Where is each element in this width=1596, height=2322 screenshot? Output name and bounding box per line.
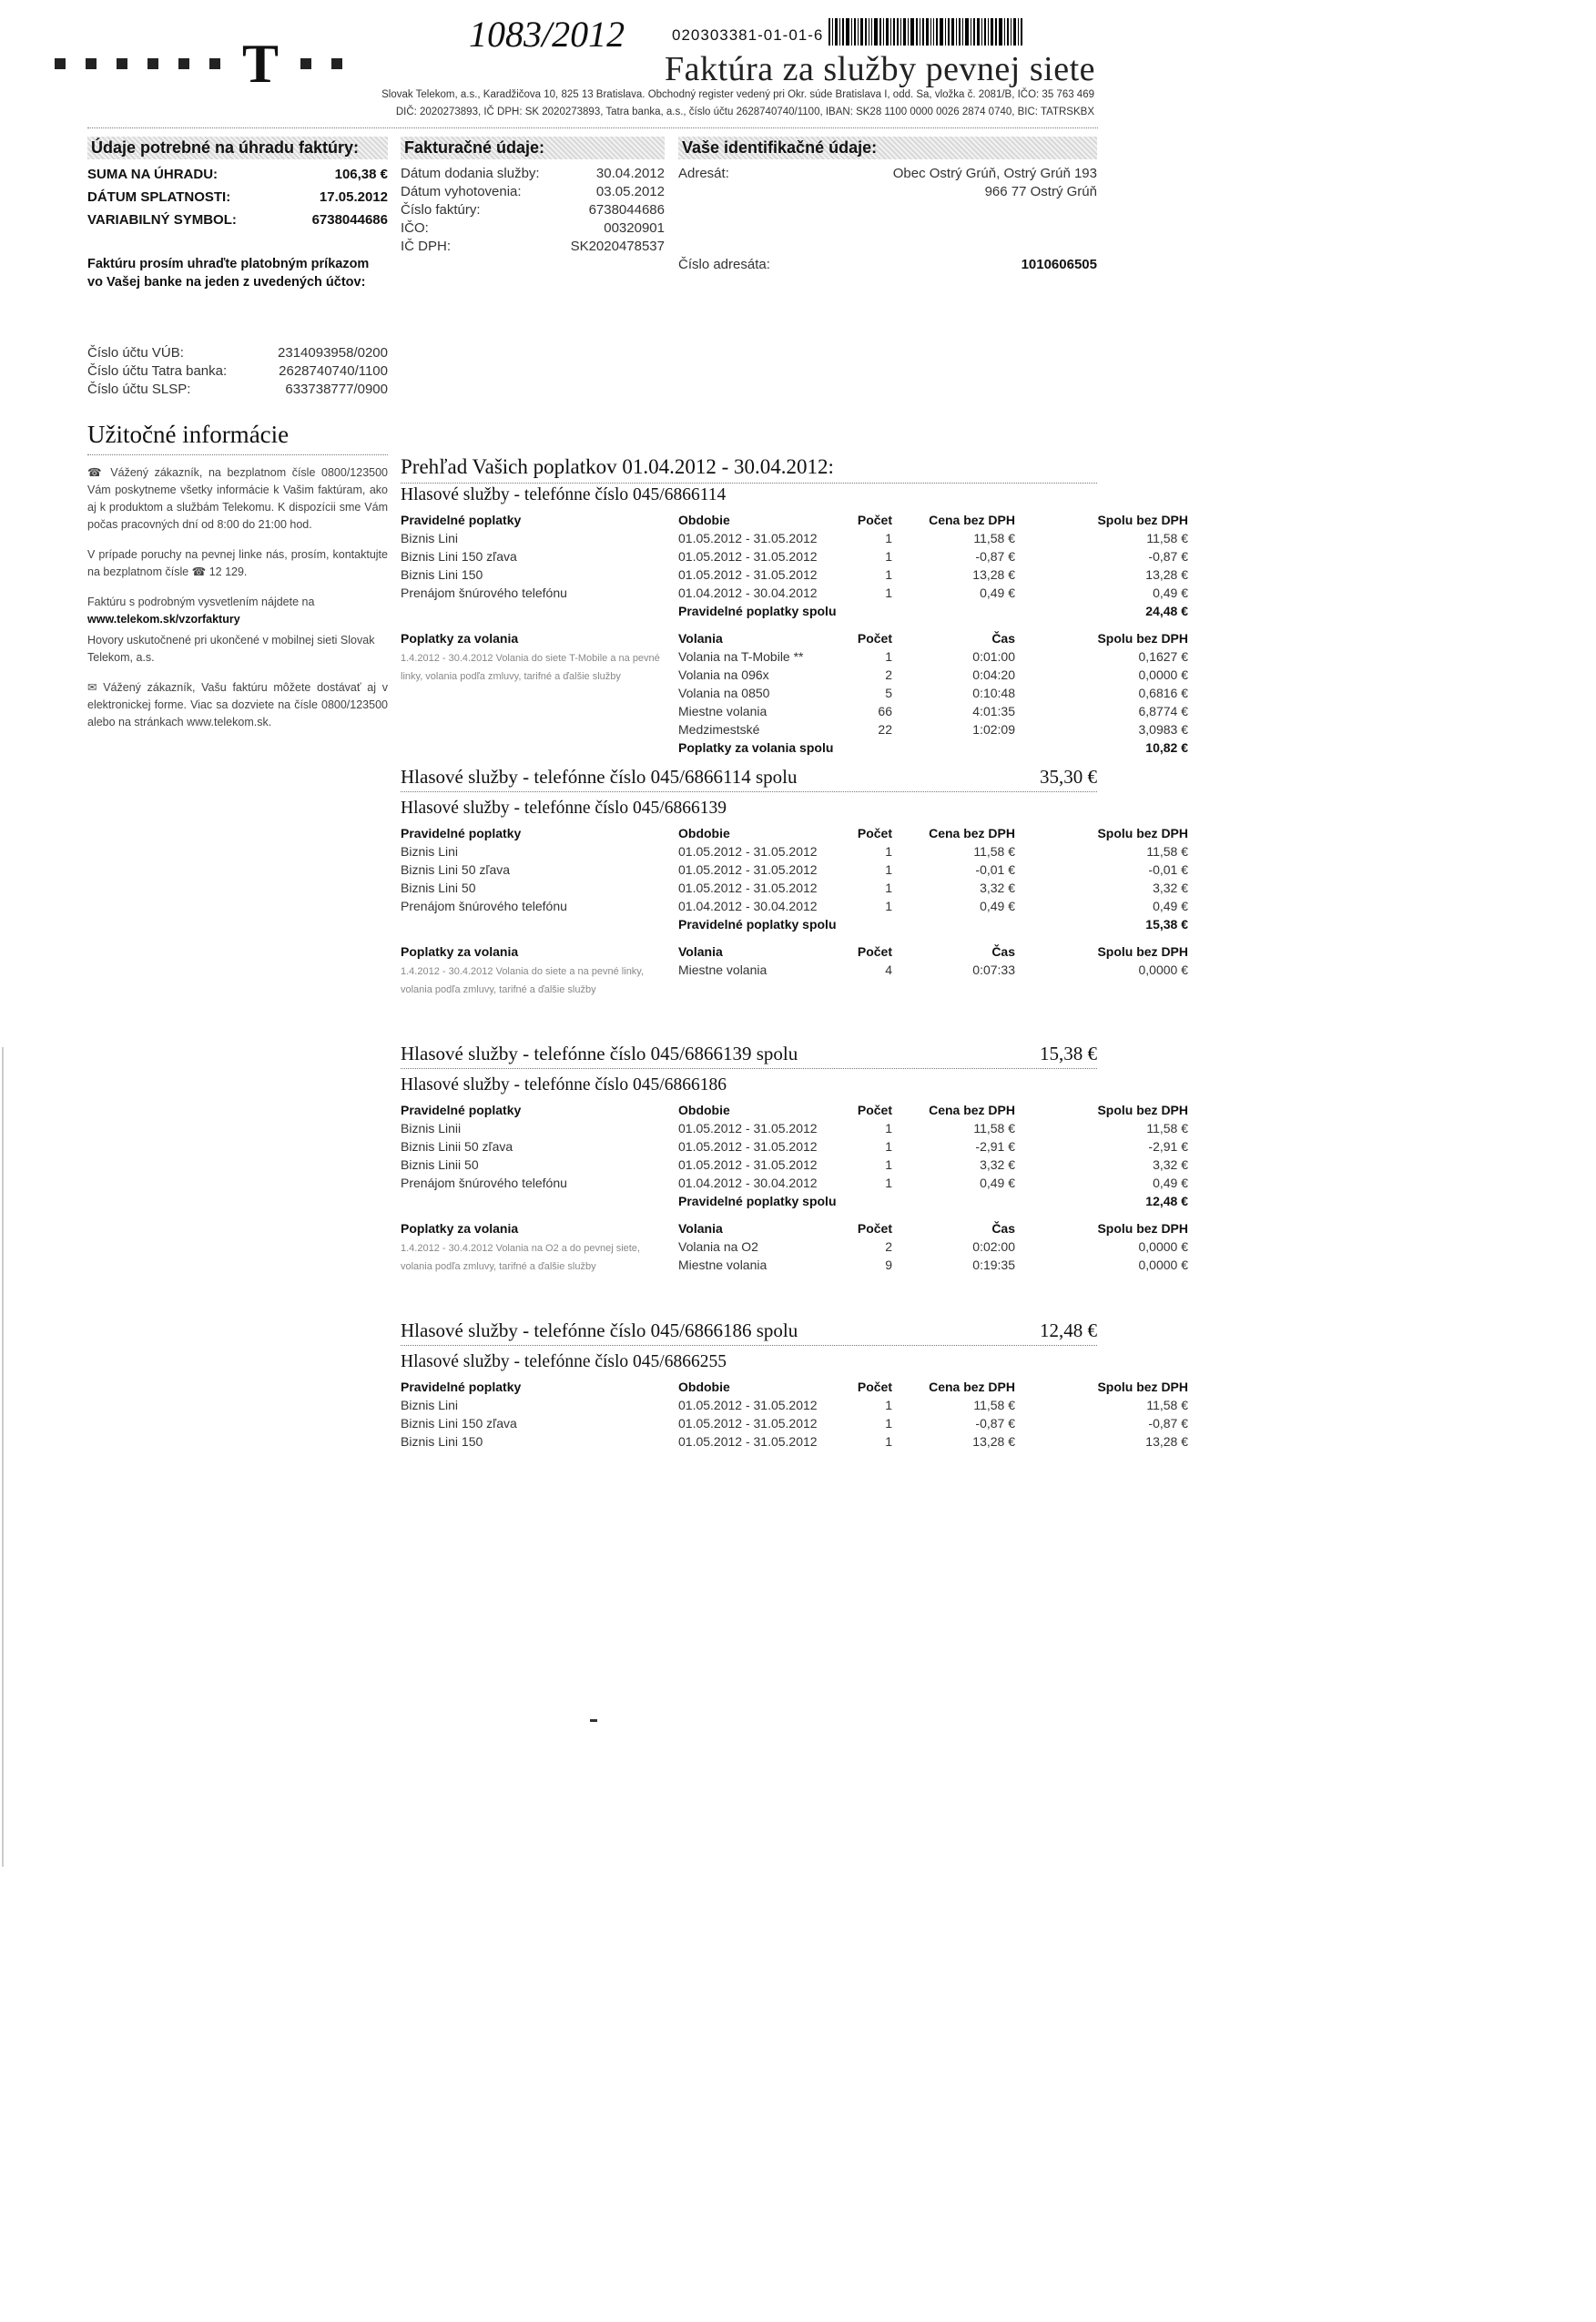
regular-row-cell: Biznis Linii 50 — [401, 1157, 479, 1172]
regular-row-cell: 1 — [885, 1139, 892, 1154]
regular-total-row-cell: Pravidelné poplatky spolu — [678, 604, 837, 618]
regular-row — [401, 844, 1188, 862]
regular-row-cell: 01.05.2012 - 31.05.2012 — [678, 1157, 818, 1172]
sum-label: SUMA NA ÚHRADU: — [87, 167, 219, 182]
regular-row-cell: 13,28 € — [972, 567, 1015, 582]
regular-row-cell: -0,87 € — [975, 1416, 1015, 1431]
regular-row-cell: 11,58 € — [1146, 1398, 1188, 1412]
regular-row-cell: -2,91 € — [975, 1139, 1015, 1154]
calls-header — [401, 1221, 1188, 1239]
regular-row-cell: 11,58 € — [1146, 844, 1188, 859]
regular-row-cell: 0,49 € — [980, 586, 1015, 600]
vs-value: 6738044686 — [311, 212, 388, 228]
vs-label: VARIABILNÝ SYMBOL: — [87, 212, 237, 228]
calls-row — [401, 667, 1188, 686]
regular-header — [401, 826, 1188, 844]
invoice-row — [401, 219, 665, 238]
regular-row-cell: 01.05.2012 - 31.05.2012 — [678, 1139, 818, 1154]
info-divider — [87, 454, 388, 455]
phone-total-value: 15,38 € — [1040, 1043, 1097, 1064]
regular-header-cell: Pravidelné poplatky — [401, 1103, 522, 1117]
regular-row-cell: -0,87 € — [1148, 1416, 1188, 1431]
calls-header — [401, 944, 1188, 962]
regular-row-cell: 01.05.2012 - 31.05.2012 — [678, 1416, 818, 1431]
regular-row — [401, 531, 1188, 549]
bank-accounts — [87, 344, 388, 399]
calls-row-cell: 1:02:09 — [972, 722, 1015, 737]
calls-row-cell: 0,1627 € — [1138, 649, 1188, 664]
phone-total-label: Hlasové služby - telefónne číslo 045/6866139 spolu — [401, 1043, 798, 1064]
regular-row-cell: 1 — [885, 1398, 892, 1412]
calls-row-cell: 0:19:35 — [972, 1258, 1015, 1272]
regular-row-cell: 11,58 € — [973, 1121, 1015, 1136]
identification-body — [678, 165, 1097, 274]
regular-row-cell: -0,87 € — [975, 549, 1015, 564]
invoice-row-label: Dátum dodania služby: — [401, 166, 540, 181]
regular-header-cell: Obdobie — [678, 1103, 730, 1117]
handwritten-note: 1083/2012 — [469, 14, 625, 55]
regular-row-cell: 1 — [885, 1157, 892, 1172]
regular-row-cell: Biznis Lini 150 — [401, 1434, 483, 1449]
calls-header-cell: Volania — [678, 944, 723, 959]
regular-row-cell: 01.05.2012 - 31.05.2012 — [678, 549, 818, 564]
calls-row-cell: Volania na T-Mobile ** — [678, 649, 804, 664]
regular-row-cell: 3,32 € — [1153, 881, 1188, 895]
regular-row — [401, 881, 1188, 899]
calls-row-cell: 0,0000 € — [1138, 962, 1188, 977]
regular-header-cell: Počet — [857, 1103, 892, 1117]
regular-row — [401, 862, 1188, 881]
payment-instruction: Faktúru prosím uhraďte platobným príkazom vo Vašej banke na jeden z uvedených účtov: — [87, 257, 370, 290]
due-value: 17.05.2012 — [319, 189, 388, 205]
scan-edge — [2, 1047, 4, 1867]
regular-row-cell: 1 — [885, 1121, 892, 1136]
invoice-row-value: SK2020478537 — [570, 239, 665, 254]
calls-row-cell: 22 — [878, 722, 892, 737]
info-link[interactable]: www.telekom.sk/vzorfaktury — [87, 613, 240, 626]
regular-row-cell: 1 — [885, 1176, 892, 1190]
calls-row-cell: 0,0000 € — [1138, 667, 1188, 682]
calls-header-cell: Poplatky za volania — [401, 944, 519, 959]
invoice-row — [401, 238, 665, 256]
regular-row-cell: Prenájom šnúrového telefónu — [401, 899, 567, 913]
regular-header-cell: Obdobie — [678, 1380, 730, 1394]
info-section — [87, 421, 388, 731]
calls-row-cell: 6,8774 € — [1138, 704, 1188, 718]
header-divider — [87, 127, 1098, 128]
regular-total-row-cell: 24,48 € — [1145, 604, 1188, 618]
calls-total-row-cell: 10,82 € — [1145, 740, 1188, 755]
regular-row-cell: Biznis Linii 50 zľava — [401, 1139, 513, 1154]
calls-row-cell: 3,0983 € — [1138, 722, 1188, 737]
phone-total-value: 12,48 € — [1040, 1319, 1097, 1341]
calls-row-cell: Volania na O2 — [678, 1239, 758, 1254]
invoice-row — [401, 183, 665, 201]
regular-row-cell: 01.05.2012 - 31.05.2012 — [678, 1398, 818, 1412]
phone-section-title: Hlasové služby - telefónne číslo 045/6866255 — [401, 1352, 727, 1371]
calls-header-cell: Poplatky za volania — [401, 1221, 519, 1236]
regular-header-cell: Počet — [857, 513, 892, 527]
regular-row-cell: Biznis Lini 50 zľava — [401, 862, 511, 877]
regular-row-cell: Biznis Lini — [401, 531, 459, 545]
regular-row-cell: 3,32 € — [1153, 1157, 1188, 1172]
regular-header-cell: Spolu bez DPH — [1097, 513, 1188, 527]
calls-row-cell: 5 — [885, 686, 892, 700]
phone-total-value: 35,30 € — [1040, 766, 1097, 788]
regular-header — [401, 1103, 1188, 1121]
regular-row-cell: Biznis Lini — [401, 844, 459, 859]
invoice-row-label: IČO: — [401, 220, 429, 236]
invoice-row-value: 30.04.2012 — [595, 166, 665, 181]
sum-row — [87, 167, 388, 182]
regular-row-cell: 1 — [885, 531, 892, 545]
phone-section-title: Hlasové služby - telefónne číslo 045/6866114 — [401, 485, 727, 504]
invoice-row-value: 6738044686 — [588, 202, 665, 218]
info-paragraph-5: ✉ Vážený zákazník, Vašu faktúru môžete dostávať aj v elektronickej forme. Viac sa dozviete na čísle 0800/123500 alebo na stránkach www.telekom.sk. — [87, 681, 388, 728]
calls-row-cell: 66 — [878, 704, 892, 718]
regular-header-cell: Pravidelné poplatky — [401, 1380, 522, 1394]
regular-row-cell: 01.05.2012 - 31.05.2012 — [678, 844, 818, 859]
barcode-number: 020303381-01-01-6 — [672, 26, 824, 44]
calls-note: 1.4.2012 - 30.4.2012 Volania na O2 a do pevnej siete, volania podľa zmluvy, tarifné a ďalšie služby — [401, 1243, 640, 1272]
regular-row-cell: -0,87 € — [1148, 549, 1188, 564]
calls-row — [401, 1258, 1188, 1276]
calls-row — [401, 962, 1188, 981]
regular-header-cell: Spolu bez DPH — [1097, 826, 1188, 840]
calls-row-cell: 0,0000 € — [1138, 1258, 1188, 1272]
regular-row-cell: 11,58 € — [1146, 1121, 1188, 1136]
regular-header-cell: Pravidelné poplatky — [401, 513, 522, 527]
info-paragraph-4: Hovory uskutočnené pri ukončené v mobilnej sieti Slovak Telekom, a.s. — [87, 634, 375, 664]
vs-row — [87, 212, 388, 228]
regular-header-cell: Počet — [857, 826, 892, 840]
regular-row-cell: 01.05.2012 - 31.05.2012 — [678, 1434, 818, 1449]
regular-row-cell: 13,28 € — [1145, 1434, 1188, 1449]
calls-row-cell: 0:01:00 — [972, 649, 1015, 664]
calls-row — [401, 722, 1188, 740]
phone-total-row — [401, 766, 1097, 789]
calls-row — [401, 686, 1188, 704]
regular-row-cell: 1 — [885, 586, 892, 600]
regular-row — [401, 1434, 1188, 1452]
invoice-row — [401, 165, 665, 183]
regular-row-cell: Biznis Lini 150 zľava — [401, 1416, 517, 1431]
regular-header-cell: Počet — [857, 1380, 892, 1394]
regular-row-cell: 0,49 € — [980, 899, 1015, 913]
calls-header-cell: Volania — [678, 631, 723, 646]
calls-row-cell: 9 — [885, 1258, 892, 1272]
calls-header-cell: Spolu bez DPH — [1097, 944, 1188, 959]
regular-row-cell: 3,32 € — [980, 1157, 1015, 1172]
regular-header-cell: Cena bez DPH — [929, 1103, 1015, 1117]
regular-header-cell: Pravidelné poplatky — [401, 826, 522, 840]
calls-row-cell: 0:07:33 — [972, 962, 1015, 977]
regular-row-cell: Biznis Lini 50 — [401, 881, 476, 895]
calls-header-cell: Počet — [857, 631, 892, 646]
regular-total-row — [401, 604, 1188, 622]
regular-header — [401, 1380, 1188, 1398]
calls-row-cell: 4:01:35 — [972, 704, 1015, 718]
regular-header-cell: Cena bez DPH — [929, 826, 1015, 840]
regular-row-cell: Prenájom šnúrového telefónu — [401, 586, 567, 600]
regular-row-cell: 1 — [885, 881, 892, 895]
calls-row-cell: 1 — [885, 649, 892, 664]
regular-row — [401, 1176, 1188, 1194]
barcode — [828, 18, 1098, 46]
invoice-rows — [401, 165, 665, 256]
regular-header-cell: Obdobie — [678, 513, 730, 527]
regular-row — [401, 1139, 1188, 1157]
invoice-row-label: Číslo faktúry: — [401, 202, 481, 218]
document-title: Faktúra za služby pevnej siete — [665, 50, 1095, 88]
regular-row-cell: Prenájom šnúrového telefónu — [401, 1176, 567, 1190]
regular-header — [401, 513, 1188, 531]
calls-row — [401, 704, 1188, 722]
regular-row-cell: -0,01 € — [1148, 862, 1188, 877]
regular-row-cell: 1 — [885, 567, 892, 582]
info-paragraph-1: ☎ Vážený zákazník, na bezplatnom čísle 0800/123500 Vám poskytneme všetky informácie k Vašim faktúram, ako aj k produktom a službám Telekomu. K dispozícii sme Vám počas pracovných dní od 8:00 do 21:00 hod. — [87, 466, 388, 531]
addressee-number: 1010606505 — [1021, 257, 1097, 272]
regular-row-cell: 1 — [885, 1434, 892, 1449]
info-heading: Užitočné informácie — [87, 421, 290, 448]
calls-row-cell: Volania na 0850 — [678, 686, 770, 700]
regular-row-cell: 1 — [885, 844, 892, 859]
regular-row — [401, 549, 1188, 567]
regular-total-row-cell: 12,48 € — [1145, 1194, 1188, 1208]
overview-title: Prehľad Vašich poplatkov 01.04.2012 - 30.04.2012: — [401, 455, 834, 478]
calls-row-cell: 0,6816 € — [1138, 686, 1188, 700]
calls-row-cell: 0:10:48 — [972, 686, 1015, 700]
calls-header-cell: Spolu bez DPH — [1097, 1221, 1188, 1236]
phone-section-title: Hlasové služby - telefónne číslo 045/6866186 — [401, 1075, 727, 1095]
calls-header-cell: Počet — [857, 1221, 892, 1236]
addressee-line-2: 966 77 Ostrý Grúň — [984, 184, 1097, 199]
info-paragraph-2: V prípade poruchy na pevnej linke nás, prosím, kontaktujte na bezplatnom čísle ☎ 12 129. — [87, 548, 388, 578]
regular-total-row-cell: 15,38 € — [1145, 917, 1188, 932]
regular-header-cell: Obdobie — [678, 826, 730, 840]
regular-row-cell: 01.04.2012 - 30.04.2012 — [678, 899, 818, 913]
invoice-row-label: IČ DPH: — [401, 239, 452, 254]
invoice-row-label: Dátum vyhotovenia: — [401, 184, 522, 199]
info-paragraph-3: Faktúru s podrobným vysvetlením nájdete na — [87, 596, 315, 608]
regular-row-cell: 1 — [885, 1416, 892, 1431]
addressee-label: Adresát: — [678, 166, 729, 181]
regular-row-cell: 0,49 € — [1153, 899, 1188, 913]
company-info-line-1: Slovak Telekom, a.s., Karadžičova 10, 825 13 Bratislava. Obchodný register vedený pri Okr. súde Bratislava I, odd. Sa, vložka č. 2081/B, IČO: 35 763 469 — [381, 89, 1094, 100]
regular-row — [401, 567, 1188, 586]
invoice-row — [401, 201, 665, 219]
calls-header-cell: Čas — [991, 631, 1015, 646]
regular-header-cell: Spolu bez DPH — [1097, 1103, 1188, 1117]
regular-row-cell: Biznis Lini — [401, 1398, 459, 1412]
regular-row-cell: 01.04.2012 - 30.04.2012 — [678, 1176, 818, 1190]
calls-header — [401, 631, 1188, 649]
calls-header-cell: Spolu bez DPH — [1097, 631, 1188, 646]
calls-row-cell: Miestne volania — [678, 704, 768, 718]
calls-row-cell: Miestne volania — [678, 1258, 768, 1272]
calls-header-cell: Počet — [857, 944, 892, 959]
calls-row-cell: 0:02:00 — [972, 1239, 1015, 1254]
regular-row-cell: Biznis Linii — [401, 1121, 462, 1136]
regular-total-row-cell: Pravidelné poplatky spolu — [678, 917, 837, 932]
regular-row-cell: -0,01 € — [975, 862, 1015, 877]
scan-mark — [590, 1719, 597, 1722]
phone-section-title: Hlasové služby - telefónne číslo 045/6866139 — [401, 799, 727, 818]
calls-header-cell: Volania — [678, 1221, 723, 1236]
regular-row-cell: 0,49 € — [1153, 1176, 1188, 1190]
regular-row-cell: 13,28 € — [1145, 567, 1188, 582]
regular-total-row-cell: Pravidelné poplatky spolu — [678, 1194, 837, 1208]
regular-row-cell: 01.05.2012 - 31.05.2012 — [678, 567, 818, 582]
regular-row — [401, 1398, 1188, 1416]
invoice-heading: Fakturačné údaje: — [401, 137, 665, 159]
due-label: DÁTUM SPLATNOSTI: — [87, 189, 231, 205]
regular-row-cell: 01.05.2012 - 31.05.2012 — [678, 1121, 818, 1136]
calls-row-cell: 2 — [885, 1239, 892, 1254]
regular-row-cell: 11,58 € — [1146, 531, 1188, 545]
invoice-row-value: 03.05.2012 — [595, 184, 665, 199]
regular-row — [401, 586, 1188, 604]
identification-section — [678, 137, 1097, 274]
regular-row — [401, 1157, 1188, 1176]
regular-row-cell: 01.04.2012 - 30.04.2012 — [678, 586, 818, 600]
regular-total-row — [401, 1194, 1188, 1212]
regular-header-cell: Cena bez DPH — [929, 513, 1015, 527]
identification-heading: Vaše identifikačné údaje: — [678, 137, 1097, 159]
regular-row-cell: Biznis Lini 150 — [401, 567, 483, 582]
regular-row-cell: 13,28 € — [972, 1434, 1015, 1449]
invoice-section — [401, 137, 665, 256]
regular-row-cell: 01.05.2012 - 31.05.2012 — [678, 862, 818, 877]
calls-total-row-cell: Poplatky za volania spolu — [678, 740, 834, 755]
calls-header-cell: Poplatky za volania — [401, 631, 519, 646]
calls-note: 1.4.2012 - 30.4.2012 Volania do siete T-Mobile a na pevné linky, volania podľa zmluvy, tarifné a ďalšie služby — [401, 653, 660, 682]
regular-row — [401, 1416, 1188, 1434]
regular-row-cell: 0,49 € — [980, 1176, 1015, 1190]
regular-row — [401, 1121, 1188, 1139]
regular-row-cell: Biznis Lini 150 zľava — [401, 549, 517, 564]
regular-row-cell: -2,91 € — [1148, 1139, 1188, 1154]
regular-row-cell: 11,58 € — [973, 531, 1015, 545]
account-row: Číslo účtu Tatra banka: 2628740740/1100 — [87, 363, 388, 379]
regular-row-cell: 0,49 € — [1153, 586, 1188, 600]
regular-header-cell: Cena bez DPH — [929, 1380, 1015, 1394]
calls-row-cell: Medzimestské — [678, 722, 760, 737]
payment-section — [87, 137, 388, 291]
calls-row — [401, 649, 1188, 667]
regular-row-cell: 01.05.2012 - 31.05.2012 — [678, 881, 818, 895]
calls-row-cell: 0:04:20 — [972, 667, 1015, 682]
calls-row-cell: Volania na 096x — [678, 667, 769, 682]
phone-total-label: Hlasové služby - telefónne číslo 045/6866186 spolu — [401, 1319, 798, 1341]
regular-total-row — [401, 917, 1188, 935]
regular-row-cell: 11,58 € — [973, 844, 1015, 859]
calls-note: 1.4.2012 - 30.4.2012 Volania do siete a na pevné linky, volania podľa zmluvy, tarifné a ďalšie služby — [401, 966, 645, 995]
overview-divider — [401, 483, 1097, 484]
regular-row-cell: 3,32 € — [980, 881, 1015, 895]
phone-total-row — [401, 1043, 1097, 1066]
regular-row-cell: 1 — [885, 549, 892, 564]
addressee-line-1: Obec Ostrý Grúň, Ostrý Grúň 193 — [892, 166, 1097, 181]
account-row: Číslo účtu SLSP: 633738777/0900 — [87, 382, 388, 397]
calls-row — [401, 1239, 1188, 1258]
regular-row-cell: 01.05.2012 - 31.05.2012 — [678, 531, 818, 545]
calls-row-cell: 0,0000 € — [1138, 1239, 1188, 1254]
regular-header-cell: Spolu bez DPH — [1097, 1380, 1188, 1394]
sum-value: 106,38 € — [334, 167, 388, 182]
calls-row-cell: 2 — [885, 667, 892, 682]
phone-total-label: Hlasové služby - telefónne číslo 045/6866114 spolu — [401, 766, 798, 788]
regular-row-cell: 1 — [885, 862, 892, 877]
due-row — [87, 189, 388, 205]
telekom-logo: T — [55, 46, 342, 82]
overview-table — [401, 485, 1188, 1578]
phone-total-row — [401, 1319, 1097, 1343]
calls-header-cell: Čas — [991, 944, 1015, 959]
account-row: Číslo účtu VÚB: 2314093958/0200 — [87, 345, 388, 361]
calls-total-row — [401, 740, 1188, 759]
regular-row — [401, 899, 1188, 917]
company-info-line-2: DIČ: 2020273893, IČ DPH: SK 2020273893, Tatra banka, a.s., číslo účtu 2628740740/1100, IBAN: SK28 1100 0000 0026 2874 0740, BIC: TATRSKBX — [395, 107, 1094, 117]
addressee-number-label: Číslo adresáta: — [678, 257, 770, 272]
regular-row-cell: 1 — [885, 899, 892, 913]
section-divider — [401, 791, 1097, 792]
section-divider — [401, 1345, 1097, 1346]
regular-row-cell: 11,58 € — [973, 1398, 1015, 1412]
section-divider — [401, 1068, 1097, 1069]
calls-header-cell: Čas — [991, 1221, 1015, 1236]
invoice-row-value: 00320901 — [604, 220, 665, 236]
calls-row-cell: Miestne volania — [678, 962, 768, 977]
calls-row-cell: 4 — [885, 962, 892, 977]
payment-heading: Údaje potrebné na úhradu faktúry: — [87, 137, 388, 159]
